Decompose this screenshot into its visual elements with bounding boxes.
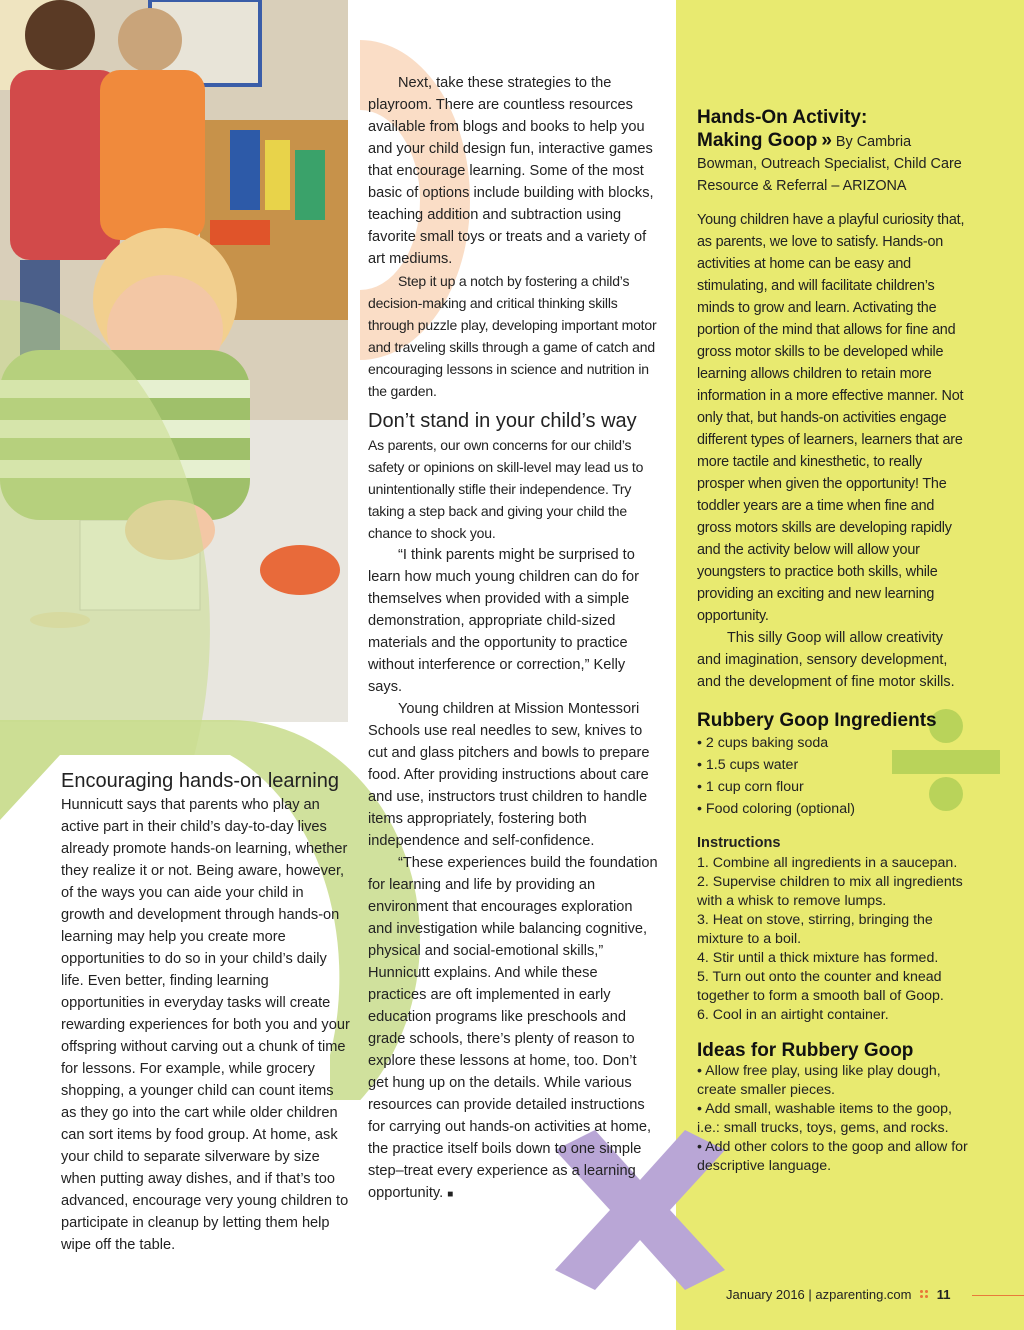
- list-item: 1. Combine all ingredients in a saucepan.: [697, 855, 958, 871]
- list-item: • Add other colors to the goop and allow for descriptive language.: [697, 1139, 968, 1174]
- left-column: [61, 768, 351, 1256]
- sidebar-title: Making Goop: [697, 130, 818, 151]
- list-item: 3. Heat on stove, stirring, bringing the mixture to a boil.: [697, 912, 933, 947]
- footer-dots-icon: [919, 1289, 929, 1299]
- body-paragraph: As parents, our own concerns for our child’s safety or opinions on skill-level may lead us to unintentionally stifle their independence. Try taking a step back and giving your child the chance to shock you.: [368, 437, 644, 541]
- ingredients-heading: Rubbery Goop Ingredients: [697, 710, 937, 731]
- body-paragraph: [368, 852, 658, 1206]
- sidebar-paragraph: This silly Goop will allow creativity and imagination, sensory development, and the development of fine motor skills.: [697, 630, 955, 690]
- list-item: 4. Stir until a thick mixture has formed.: [697, 950, 939, 966]
- byline: By Cambria Bowman, Outreach Specialist, Child Care Resource & Referral – ARIZONA: [697, 134, 962, 194]
- body-text: “These experiences build the foundation for learning and life by providing an environment that encourages exploration and investigation while balancing cognitive, physical and social-emotional skills,” Hunnicutt explains. And while these practices are oft implemented in early education programs like preschools and grade schools, there’s plenty of reason to explore these lessons at home, too. Don’t get hung up on the details. While various resources can provide detailed instructions for carrying out hands-on activities at home, the practice itself boils down to one simple step–treat every experience as a learning opportunity.: [368, 855, 658, 1201]
- list-item: • Add small, washable items to the goop, i.e.: small trucks, toys, gems, and rocks.: [697, 1101, 952, 1136]
- list-item: 5. Turn out onto the counter and knead together to form a smooth ball of Goop.: [697, 969, 944, 1004]
- footer-rule: [972, 1295, 1024, 1296]
- middle-column: [368, 72, 658, 1206]
- list-item: • 1.5 cups water: [697, 757, 799, 773]
- list-item: • Food coloring (optional): [697, 801, 855, 817]
- body-paragraph: Next, take these strategies to the playroom. There are countless resources available from blogs and books to help you and your child design fun, interactive games that encourage learning. Some of the most basic of options include building with blocks, teaching addition and subtraction using favorite small toys or treats and a variety of art mediums.: [368, 75, 654, 267]
- list-item: 2. Supervise children to mix all ingredients with a whisk to remove lumps.: [697, 874, 963, 909]
- list-item: 6. Cool in an airtight container.: [697, 1007, 889, 1023]
- footer-text: January 2016 | azparenting.com: [726, 1287, 912, 1302]
- section-heading: Encouraging hands-on learning: [61, 770, 339, 792]
- section-heading: Don’t stand in your child’s way: [368, 410, 637, 432]
- sidebar-paragraph: Young children have a playful curiosity that, as parents, we love to satisfy. Hands-on activities at home can be easy and stimulating, and will facilitate children’s minds to grow and learn. Activating the portion of the mind that allows for fine and gross motor skills to be developed while learning allows children to retain more information in a more effective manner. Not only that, but hands-on activities engage different types of learners, learners that are more tactile and kinesthetic, to really prosper when given the opportunity! The toddler years are a time when fine and gross motors skills are developing rapidly and the activity below will allow your youngsters to practice both skills, while providing an exciting and new learning opportunity.: [697, 212, 965, 624]
- sidebar-content: [697, 106, 969, 1176]
- chevron-icon: »: [821, 130, 832, 151]
- instructions-heading: Instructions: [697, 835, 781, 851]
- body-paragraph: Step it up a notch by fostering a child’s decision-making and critical thinking skills through puzzle play, developing important motor and traveling skills through a game of catch and encouraging lessons in science and nutrition in the garden.: [368, 273, 657, 399]
- ingredients-list: [697, 732, 969, 820]
- body-paragraph: Hunnicutt says that parents who play an active part in their child’s day-to-day lives already promote hands-on learning, whether they realize it or not. Being aware, however, of the ways you can aide your child in growth and development through hands-on learning may help you create more opportunities to do so in your child’s daily life. Even better, finding learning opportunities in everyday tasks will create rewarding experiences for both you and your offspring without carving out a chunk of time for lessons. For example, while grocery shopping, a younger child can count items as they go into the cart while older children can sort items by food group. At home, ask your child to separate silverware by size when putting away dishes, and if that’s too advanced, encourage very young children to participate in cleanup by letting them help wipe off the table.: [61, 797, 350, 1253]
- list-item: • 2 cups baking soda: [697, 735, 829, 751]
- list-item: • 1 cup corn flour: [697, 779, 804, 795]
- page-footer: [726, 1287, 951, 1302]
- body-paragraph: “I think parents might be surprised to learn how much young children can do for themselves when provided with a simple demonstration, appropriate child-sized materials and the opportunity to practice without interference or correction,” Kelly says.: [368, 547, 639, 695]
- page-number: 11: [936, 1287, 951, 1302]
- end-mark: ■: [447, 1189, 454, 1200]
- ideas-heading: Ideas for Rubbery Goop: [697, 1040, 914, 1061]
- list-item: • Allow free play, using like play dough, create smaller pieces.: [697, 1063, 941, 1098]
- body-paragraph: Young children at Mission Montessori Schools use real needles to sew, knives to cut and glass pitchers and bowls to prepare food. After providing instructions about care and use, instructors trust children to handle items appropriately, fostering both independence and self-confidence.: [368, 701, 650, 849]
- sidebar-title: Hands-On Activity:: [697, 107, 868, 128]
